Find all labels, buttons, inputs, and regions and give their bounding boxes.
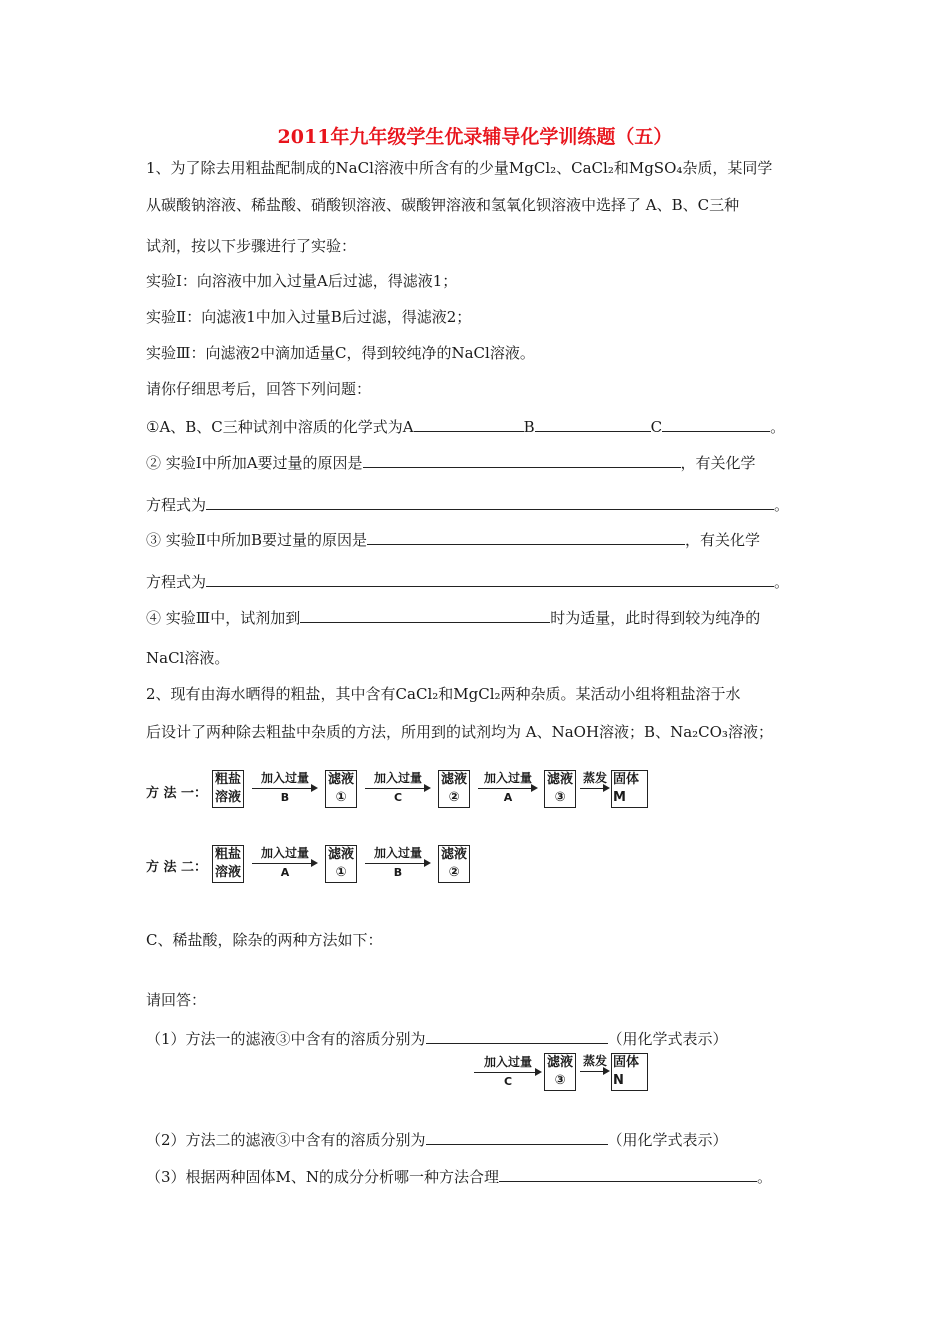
arrow-add-a-2: 加入过量 A bbox=[252, 844, 318, 884]
arrow-add-b: 加入过量 B bbox=[252, 769, 318, 809]
q1-prompt: 请你仔细思考后，回答下列问题： bbox=[146, 380, 372, 398]
q1-a3-eq: 方程式为 bbox=[146, 573, 207, 591]
filtrate-2-box: 滤液 ② bbox=[438, 770, 470, 808]
q1-answer4 bbox=[146, 606, 760, 628]
q1-a2-eq: 方程式为 bbox=[146, 496, 207, 514]
solid-m-box: 固体 M bbox=[611, 770, 648, 808]
blank-s2[interactable] bbox=[426, 1128, 608, 1145]
q2-sub3 bbox=[146, 1165, 772, 1187]
blank-s3[interactable] bbox=[499, 1165, 757, 1182]
q1-a1-end: 。 bbox=[770, 418, 786, 436]
q2-s3-pre: （3）根据两种固体M、N的成分分析哪一种方法合理 bbox=[146, 1168, 500, 1186]
q2-line2: 后设计了两种除去粗盐中杂质的方法，所用到的试剂均为 A、NaOH溶液；B、Na₂CO₃溶液； bbox=[146, 723, 773, 741]
q1-a3-period: 。 bbox=[774, 573, 790, 591]
blank-a4[interactable] bbox=[300, 606, 550, 623]
q1-exp1: 实验Ⅰ：向溶液中加入过量A后过滤，得滤液1； bbox=[146, 272, 458, 290]
q1-line3: 试剂，按以下步骤进行了实验： bbox=[146, 237, 357, 255]
crude-salt-box: 粗盐 溶液 bbox=[212, 770, 244, 808]
crude-salt-box-2: 粗盐 溶液 bbox=[212, 845, 244, 883]
blank-a3-reason[interactable] bbox=[367, 528, 685, 545]
arrow-add-b-2: 加入过量 B bbox=[365, 844, 431, 884]
blank-s1[interactable] bbox=[426, 1027, 608, 1044]
blank-b[interactable] bbox=[535, 415, 651, 432]
filtrate-1-box-2: 滤液 ① bbox=[325, 845, 357, 883]
q1-exp3: 实验Ⅲ：向滤液2中滴加适量C，得到较纯净的NaCl溶液。 bbox=[146, 344, 535, 362]
q1-a3-post: ，有关化学 bbox=[685, 531, 761, 549]
q1-answer3-eq bbox=[146, 570, 789, 592]
filtrate-3-box-2: 滤液 ③ bbox=[544, 1053, 576, 1091]
filtrate-2-box-2: 滤液 ② bbox=[438, 845, 470, 883]
arrow-evaporate-2: 蒸发 bbox=[580, 1052, 610, 1092]
q1-line2: 从碳酸钠溶液、稀盐酸、硝酸钡溶液、碳酸钾溶液和氢氧化钡溶液中选择了 A、B、C三种 bbox=[146, 196, 740, 214]
blank-c[interactable] bbox=[662, 415, 770, 432]
q1-a2-pre: ② 实验Ⅰ中所加A要过量的原因是 bbox=[146, 454, 363, 472]
q1-a4-post: 时为适量，此时得到较为纯净的 bbox=[550, 609, 761, 627]
arrow-evaporate: 蒸发 bbox=[580, 769, 610, 809]
arrow-add-c-2: 加入过量 C bbox=[474, 1053, 542, 1093]
filtrate-3-box: 滤液 ③ bbox=[544, 770, 576, 808]
blank-a3-eq[interactable] bbox=[206, 570, 774, 587]
q2-s2-pre: （2）方法二的滤液③中含有的溶质分别为 bbox=[146, 1131, 426, 1149]
q1-a2-post: ，有关化学 bbox=[680, 454, 756, 472]
arrow-add-c: 加入过量 C bbox=[365, 769, 431, 809]
q2-sub1 bbox=[146, 1027, 728, 1049]
q2-s2-post: （用化学式表示） bbox=[607, 1131, 728, 1149]
q1-a3-pre: ③ 实验Ⅱ中所加B要过量的原因是 bbox=[146, 531, 367, 549]
q1-a1-b: B bbox=[523, 418, 535, 436]
arrow-add-a: 加入过量 A bbox=[478, 769, 538, 809]
q2-s1-pre: （1）方法一的滤液③中含有的溶质分别为 bbox=[146, 1030, 426, 1048]
q1-a4-pre: ④ 实验Ⅲ中，试剂加到 bbox=[146, 609, 301, 627]
blank-a2-eq[interactable] bbox=[206, 493, 774, 510]
q2-line3: C、稀盐酸，除杂的两种方法如下： bbox=[146, 931, 383, 949]
q1-answer1 bbox=[146, 415, 785, 437]
q2-line1: 2、现有由海水晒得的粗盐，其中含有CaCl₂和MgCl₂两种杂质。某活动小组将粗盐溶于水 bbox=[146, 685, 741, 703]
q1-answer4-end: NaCl溶液。 bbox=[146, 649, 230, 667]
blank-a[interactable] bbox=[414, 415, 524, 432]
q2-s1-post: （用化学式表示） bbox=[607, 1030, 728, 1048]
q1-answer3 bbox=[146, 528, 760, 550]
q1-a2-period: 。 bbox=[774, 496, 790, 514]
method1-label: 方 法 一： bbox=[146, 786, 208, 801]
q1-answer2-eq bbox=[146, 493, 789, 515]
solid-n-box: 固体 N bbox=[611, 1053, 648, 1091]
q1-answer2 bbox=[146, 451, 756, 473]
method2-label: 方 法 二： bbox=[146, 860, 208, 875]
q1-a1-pre: ①A、B、C三种试剂中溶质的化学式为A bbox=[146, 418, 414, 436]
q1-a1-c: C bbox=[650, 418, 663, 436]
q1-exp2: 实验Ⅱ：向滤液1中加入过量B后过滤，得滤液2； bbox=[146, 308, 472, 326]
q1-line1: 1、为了除去用粗盐配制成的NaCl溶液中所含有的少量MgCl₂、CaCl₂和MgSO₄杂质，某同学 bbox=[146, 159, 773, 177]
blank-a2-reason[interactable] bbox=[363, 451, 681, 468]
q2-prompt: 请回答： bbox=[146, 991, 207, 1009]
page-title: 2011年九年级学生优录辅导化学训练题（五） bbox=[277, 126, 673, 148]
q2-s3-end: 。 bbox=[757, 1168, 773, 1186]
filtrate-1-box: 滤液 ① bbox=[325, 770, 357, 808]
q2-sub2 bbox=[146, 1128, 728, 1150]
